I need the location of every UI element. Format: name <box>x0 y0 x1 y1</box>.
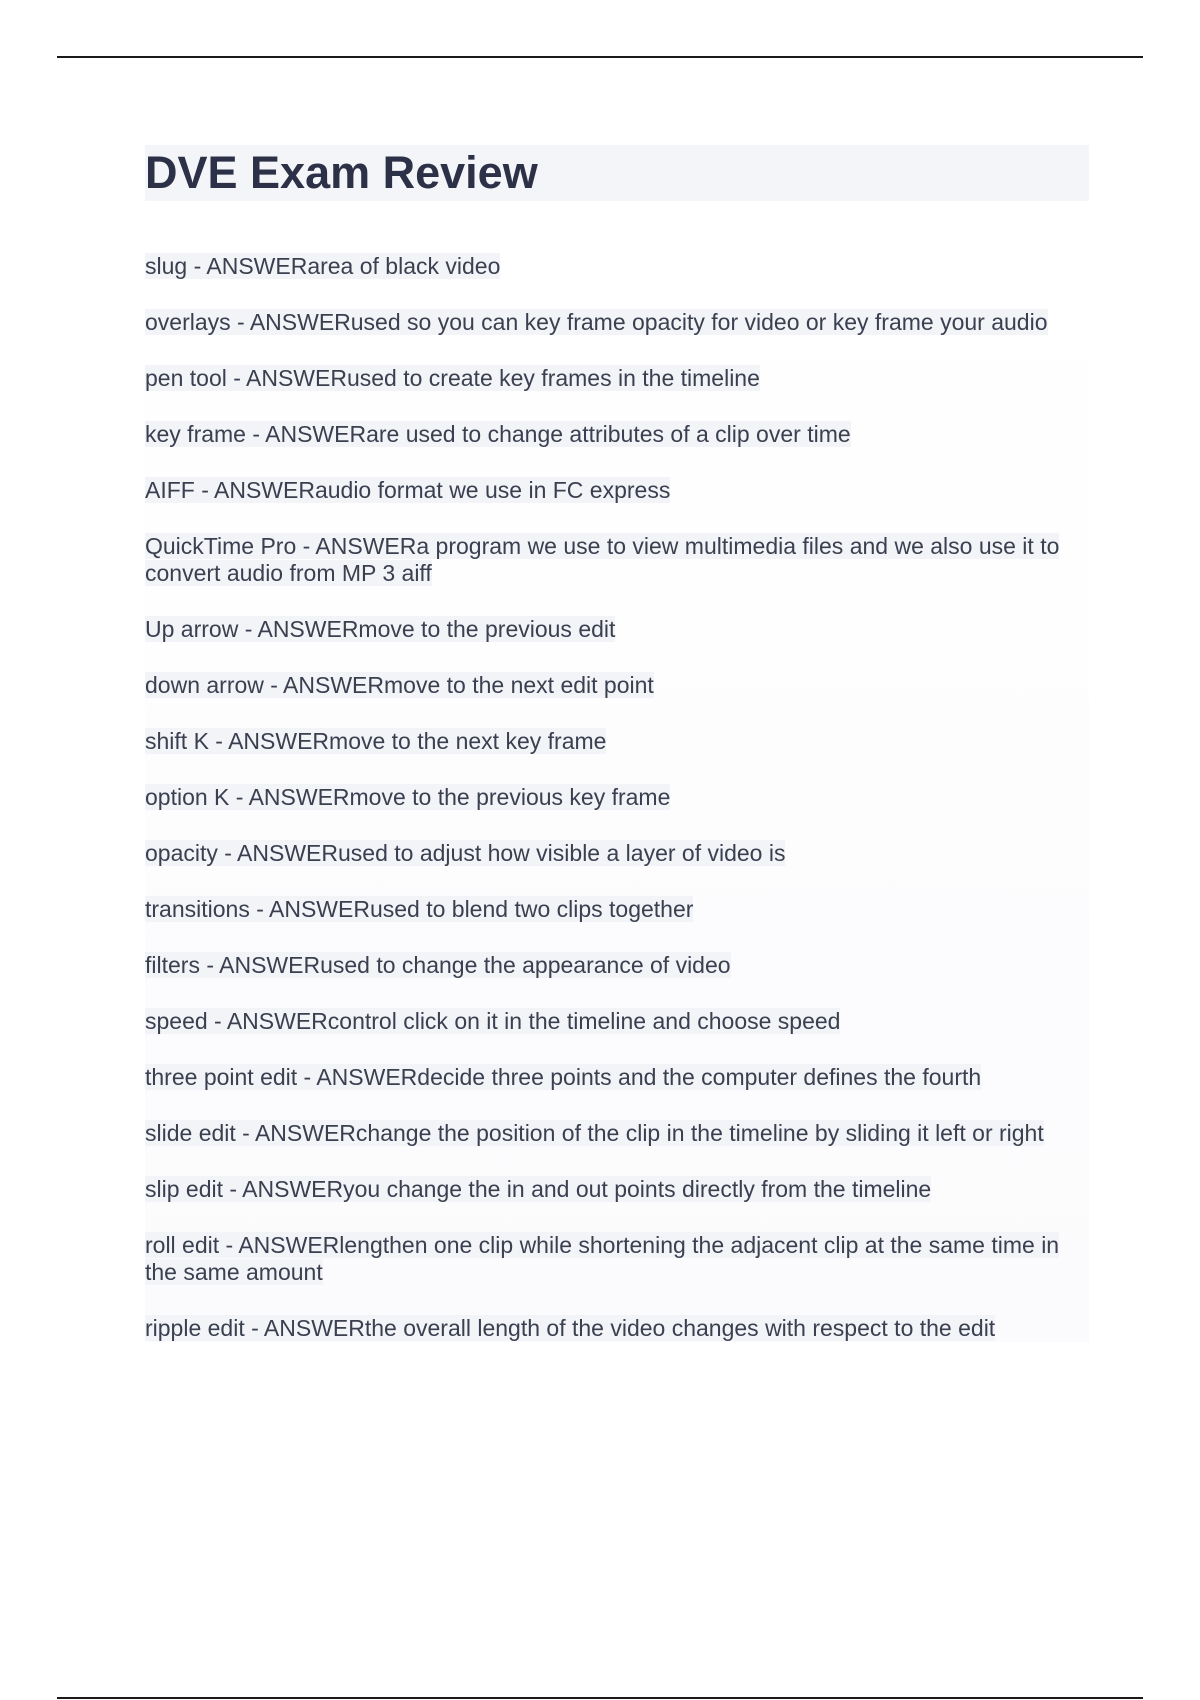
list-item: ripple edit - ANSWERthe overall length of the video changes with respect to the edit <box>145 1315 996 1341</box>
list-item: shift K - ANSWERmove to the next key frame <box>145 728 607 754</box>
qa-list <box>145 253 1089 1342</box>
list-item: three point edit - ANSWERdecide three points and the computer defines the fourth <box>145 1064 982 1090</box>
list-item: speed - ANSWERcontrol click on it in the timeline and choose speed <box>145 1008 841 1034</box>
list-item: filters - ANSWERused to change the appearance of video <box>145 952 731 978</box>
list-item: down arrow - ANSWERmove to the next edit point <box>145 672 654 698</box>
list-item: slide edit - ANSWERchange the position of the clip in the timeline by sliding it left or right <box>145 1120 1044 1146</box>
list-item: roll edit - ANSWERlengthen one clip while shortening the adjacent clip at the same time in the same amount <box>145 1232 1060 1285</box>
list-item: opacity - ANSWERused to adjust how visible a layer of video is <box>145 840 786 866</box>
document-body <box>145 145 1089 1371</box>
list-item: option K - ANSWERmove to the previous key frame <box>145 784 671 810</box>
top-rule <box>57 56 1143 58</box>
list-item: slip edit - ANSWERyou change the in and out points directly from the timeline <box>145 1176 932 1202</box>
list-item: overlays - ANSWERused so you can key frame opacity for video or key frame your audio <box>145 309 1048 335</box>
page-title: DVE Exam Review <box>145 147 538 198</box>
list-item: Up arrow - ANSWERmove to the previous edit <box>145 616 616 642</box>
list-item: QuickTime Pro - ANSWERa program we use to view multimedia files and we also use it to convert audio from MP 3 aiff <box>145 533 1060 586</box>
list-item: slug - ANSWERarea of black video <box>145 253 501 279</box>
list-item: AIFF - ANSWERaudio format we use in FC express <box>145 477 671 503</box>
list-item: pen tool - ANSWERused to create key frames in the timeline <box>145 365 760 391</box>
list-item: transitions - ANSWERused to blend two clips together <box>145 896 694 922</box>
list-item: key frame - ANSWERare used to change attributes of a clip over time <box>145 421 851 447</box>
bottom-rule <box>57 1697 1143 1699</box>
title-band <box>145 145 1089 201</box>
